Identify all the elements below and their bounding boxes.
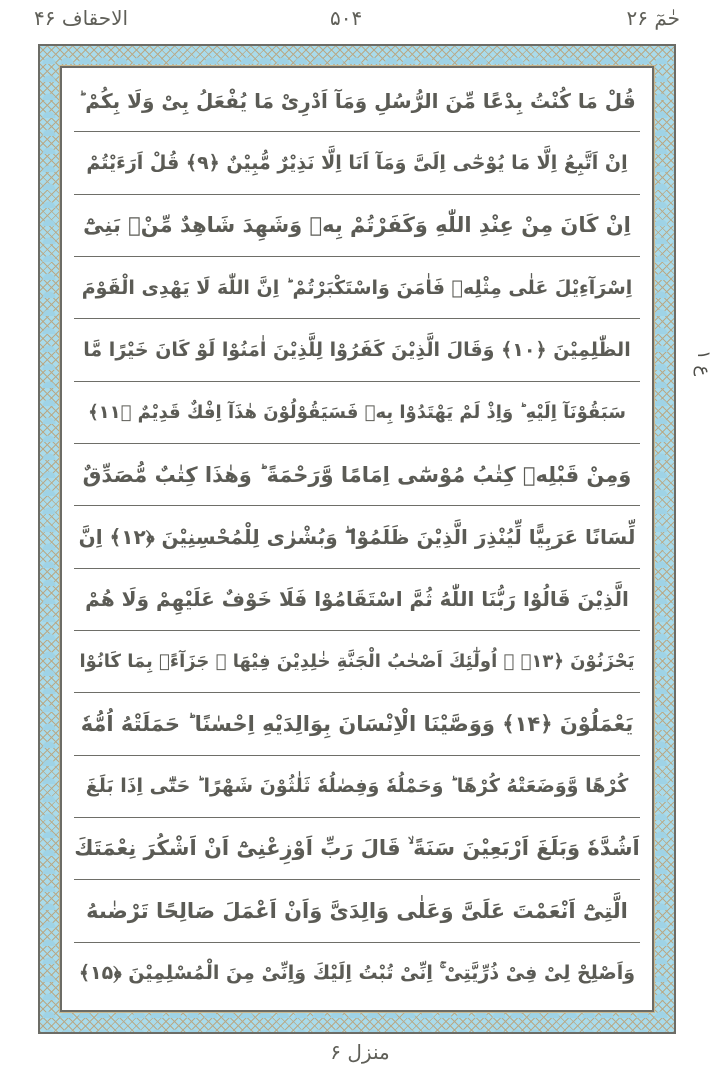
text-line: اِسْرَآءِيْلَ عَلٰى مِثْلِهٖ فَاٰمَنَ وَاسْتَكْبَرْتُمْ ؕ اِنَّ اللّٰهَ لَا يَهْدِى الْقَوْمَ [74,257,640,319]
page-header [0,0,720,40]
text-line: كُرْهًا وَّوَضَعَتْهُ كُرْهًا ؕ وَحَمْلُهٗ وَفِصٰلُهٗ ثَلٰثُوْنَ شَهْرًا ؕ حَتّٰٓى اِذَا بَلَغَ [74,756,640,818]
text-line: قُلْ مَا كُنْتُ بِدْعًا مِّنَ الرُّسُلِ وَمَآ اَدْرِىْ مَا يُفْعَلُ بِىْ وَلَا بِكُمْ ؕ [74,70,640,132]
text-line: يَعْمَلُوْنَ ﴿۱۴﴾ وَوَصَّيْنَا الْاِنْسَانَ بِوَالِدَيْهِ اِحْسٰنًا ؕ حَمَلَتْهُ اُمُّهٗ [74,693,640,755]
manzil-label: منزل ۶ [330,1040,390,1064]
text-line: وَمِنْ قَبْلِهٖ كِتٰبُ مُوْسٰٓى اِمَامًا وَّرَحْمَةً ؕ وَهٰذَا كِتٰبٌ مُّصَدِّقٌ [74,444,640,506]
ruku-marker: ع ۱ [693,349,714,377]
text-line: يَحْزَنُوْنَ ﴿۱۳﴾ ۚ اُولٰٓئِكَ اَصْحٰبُ الْجَنَّةِ خٰلِدِيْنَ فِيْهَا ۚ جَزَآءًۢ بِمَا كَانُوْا [74,631,640,693]
text-line: اَشُدَّهٗ وَبَلَغَ اَرْبَعِيْنَ سَنَةً ۙ قَالَ رَبِّ اَوْزِعْنِىْٓ اَنْ اَشْكُرَ نِعْمَتَكَ [74,818,640,880]
text-line: الَّذِيْنَ قَالُوْا رَبُّنَا اللّٰهُ ثُمَّ اسْتَقَامُوْا فَلَا خَوْفٌ عَلَيْهِمْ وَلَا هُمْ [74,569,640,631]
text-line: لِّسَانًا عَرَبِيًّا لِّيُنْذِرَ الَّذِيْنَ ظَلَمُوْا ۖ وَبُشْرٰى لِلْمُحْسِنِيْنَ ﴿۱۲﴾ اِنَّ [74,506,640,568]
text-line: اِنْ اَتَّبِعُ اِلَّا مَا يُوْحٰٓى اِلَىَّ وَمَآ اَنَا اِلَّا نَذِيْرٌ مُّبِيْنٌ ﴿۹﴾ قُلْ اَرَءَيْتُمْ [74,132,640,194]
text-line: وَاَصْلِحْ لِىْ فِىْ ذُرِّيَّتِىْ ۚ اِنِّىْ تُبْتُ اِلَيْكَ وَاِنِّىْ مِنَ الْمُسْلِمِيْنَ ﴿۱۵﴾ [78,962,636,985]
verse-lines [74,70,640,1004]
text-line: الَّتِىْٓ اَنْعَمْتَ عَلَىَّ وَعَلٰى وَالِدَىَّ وَاَنْ اَعْمَلَ صَالِحًا تَرْضٰىهُ [74,880,640,942]
text-line: سَبَقُوْنَآ اِلَيْهِ ؕ وَاِذْ لَمْ يَهْتَدُوْا بِهٖ فَسَيَقُوْلُوْنَ هٰذَآ اِفْكٌ قَدِيْمٌ ﴿۱۱﴾ [74,382,640,444]
text-panel [60,66,654,1012]
page-number: ۵۰۴ [330,6,363,30]
juz-label: حٰمٓ ۲۶ [626,6,680,30]
text-line: اِنْ كَانَ مِنْ عِنْدِ اللّٰهِ وَكَفَرْتُمْ بِهٖ وَشَهِدَ شَاهِدٌ مِّنْۢ بَنِىْٓ [74,195,640,257]
text-line: الظّٰلِمِيْنَ ﴿۱۰﴾ وَقَالَ الَّذِيْنَ كَفَرُوْا لِلَّذِيْنَ اٰمَنُوْا لَوْ كَانَ خَيْرًا مَّا [74,319,640,381]
surah-name-label: الاحقاف ۴۶ [34,6,129,30]
ornamental-border [38,44,676,1034]
